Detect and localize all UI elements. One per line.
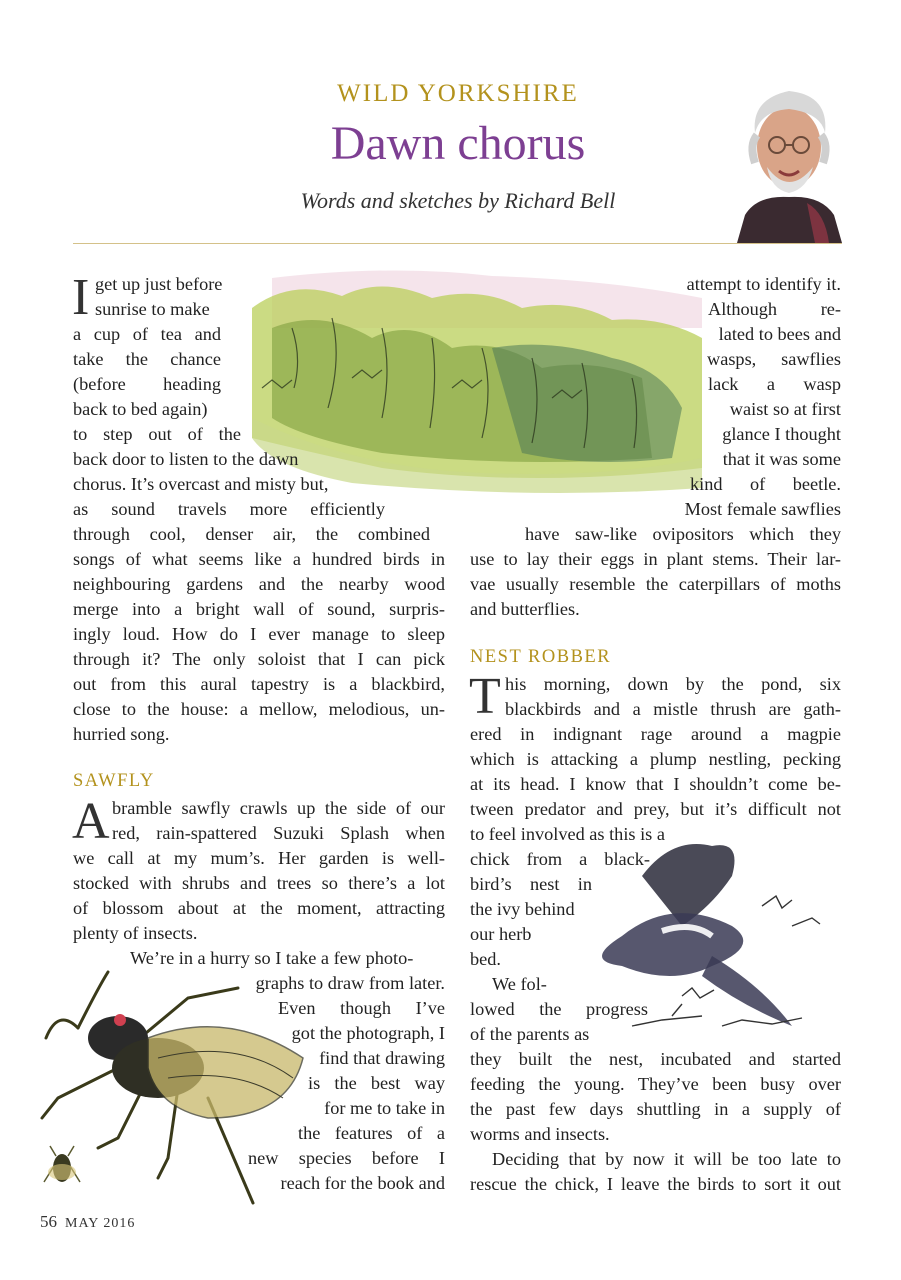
col1-line: a cup of tea and [73, 324, 221, 344]
sawfly-line: graphs to draw from later. [255, 973, 445, 993]
sawfly-line: stocked with shrubs and trees so there’s a lot [73, 873, 445, 893]
nest-line: the past few days shuttling in a supply of [470, 1099, 841, 1119]
sawfly-line: reach for the book and [280, 1173, 445, 1193]
nest-line: of the parents as [470, 1024, 590, 1044]
author-portrait [737, 85, 842, 243]
col2-line: attempt to identify it. [686, 274, 841, 294]
col1-line: (before heading [73, 374, 221, 394]
nest-line: bird’s nest in [470, 874, 592, 894]
nest-line: Deciding that by now it will be too late to [492, 1149, 841, 1169]
col1-line: merge into a bright wall of sound, surpris- [73, 599, 445, 619]
nest-line: chick from a black- [470, 849, 650, 869]
col1-line: back door to listen to the dawn [73, 449, 299, 469]
sawfly-line: bramble sawfly crawls up the side of our [112, 798, 445, 818]
nest-line: bed. [470, 949, 501, 969]
nest-line: ered in indignant rage around a magpie [470, 724, 841, 744]
sawfly-line: We’re in a hurry so I take a few photo- [130, 948, 414, 968]
col1-line: back to bed again) [73, 399, 208, 419]
col1-line: ingly loud. How do I ever manage to sleep [73, 624, 445, 644]
sawfly-line: find that drawing [319, 1048, 445, 1068]
nest-line: our herb [470, 924, 532, 944]
sawfly-line: Even though I’ve [278, 998, 445, 1018]
sawfly-line: we call at my mum’s. Her garden is well- [73, 848, 445, 868]
section-kicker: WILD YORKSHIRE [337, 80, 579, 107]
col1-line: close to the house: a mellow, melodious, un- [73, 699, 445, 719]
nest-line: We fol- [492, 974, 547, 994]
nest-robber-dropcap: T [469, 668, 501, 725]
nest-line: lowed the progress [470, 999, 648, 1019]
col1-line: through it? The only soloist that I can pick [73, 649, 445, 669]
nest-line: worms and insects. [470, 1124, 610, 1144]
nest-line: blackbirds and a mistle thrush are gath- [505, 699, 841, 719]
nest-line: his morning, down by the pond, six [505, 674, 841, 694]
sawfly-line: plenty of insects. [73, 923, 198, 943]
col1-line: through cool, denser air, the combined [73, 524, 430, 544]
col1-line: as sound travels more efficiently [73, 499, 385, 519]
col2-line: lated to bees and [718, 324, 841, 344]
article-title: Dawn chorus [330, 117, 586, 170]
intro-dropcap: I [72, 269, 90, 326]
sawfly-line: is the best way [308, 1073, 445, 1093]
col2-line: Most female sawflies [684, 499, 841, 519]
byline: Words and sketches by Richard Bell [300, 188, 616, 213]
col2-line: that it was some [722, 449, 841, 469]
col2-line: vae usually resemble the caterpillars of moths [470, 574, 841, 594]
sawfly-line: the features of a [298, 1123, 445, 1143]
hedgerow-watercolour-sketch [232, 268, 707, 500]
col2-line: use to lay their eggs in plant stems. Their lar- [470, 549, 841, 569]
col1-line: get up just before [95, 274, 223, 294]
sawfly-dropcap: A [72, 793, 110, 850]
sawfly-line: for me to take in [324, 1098, 445, 1118]
issue-date: MAY 2016 [65, 1216, 136, 1231]
nest-line: to feel involved as this is a [470, 824, 665, 844]
page-number: 56 [40, 1212, 57, 1231]
col1-line: hurried song. [73, 724, 170, 744]
sawfly-line: of blossom about at the moment, attracting [73, 898, 445, 918]
sawfly-heading: SAWFLY [73, 771, 155, 791]
nest-line: tween predator and prey, but it’s difficult not [470, 799, 841, 819]
nest-line: feeding the young. They’ve been busy over [470, 1074, 841, 1094]
col1-line: take the chance [73, 349, 221, 369]
col2-line: lack a wasp [708, 374, 841, 394]
sawfly-line: new species before I [248, 1148, 445, 1168]
col2-line: waist so at first [729, 399, 841, 419]
nest-line: rescue the chick, I leave the birds to sort it out [470, 1174, 841, 1194]
col1-line: sunrise to make [95, 299, 210, 319]
col1-line: songs of what seems like a hundred birds in [73, 549, 445, 569]
nest-line: which is attacking a plump nestling, pecking [470, 749, 841, 769]
nest-line: the ivy behind [470, 899, 575, 919]
col1-line: neighbouring gardens and the nearby wood [73, 574, 445, 594]
nest-robber-heading: NEST ROBBER [470, 647, 612, 667]
sawfly-line: red, rain-spattered Suzuki Splash when [112, 823, 445, 843]
col2-line: have saw-like ovipositors which they [525, 524, 841, 544]
nest-line: they built the nest, incubated and started [470, 1049, 841, 1069]
nest-line: at its head. I know that I shouldn’t come be- [470, 774, 841, 794]
col2-line: glance I thought [722, 424, 841, 444]
header-divider [73, 243, 842, 244]
col2-line: and butterflies. [470, 599, 580, 619]
col1-line: chorus. It’s overcast and misty but, [73, 474, 329, 494]
col2-line: Although re- [708, 299, 841, 319]
col2-line: wasps, sawflies [707, 349, 841, 369]
col1-line: to step out of the [73, 424, 241, 444]
sawfly-line: got the photograph, I [291, 1023, 445, 1043]
col2-line: kind of beetle. [690, 474, 841, 494]
page-footer [40, 1212, 135, 1232]
col1-line: out from this aural tapestry is a blackbird, [73, 674, 445, 694]
